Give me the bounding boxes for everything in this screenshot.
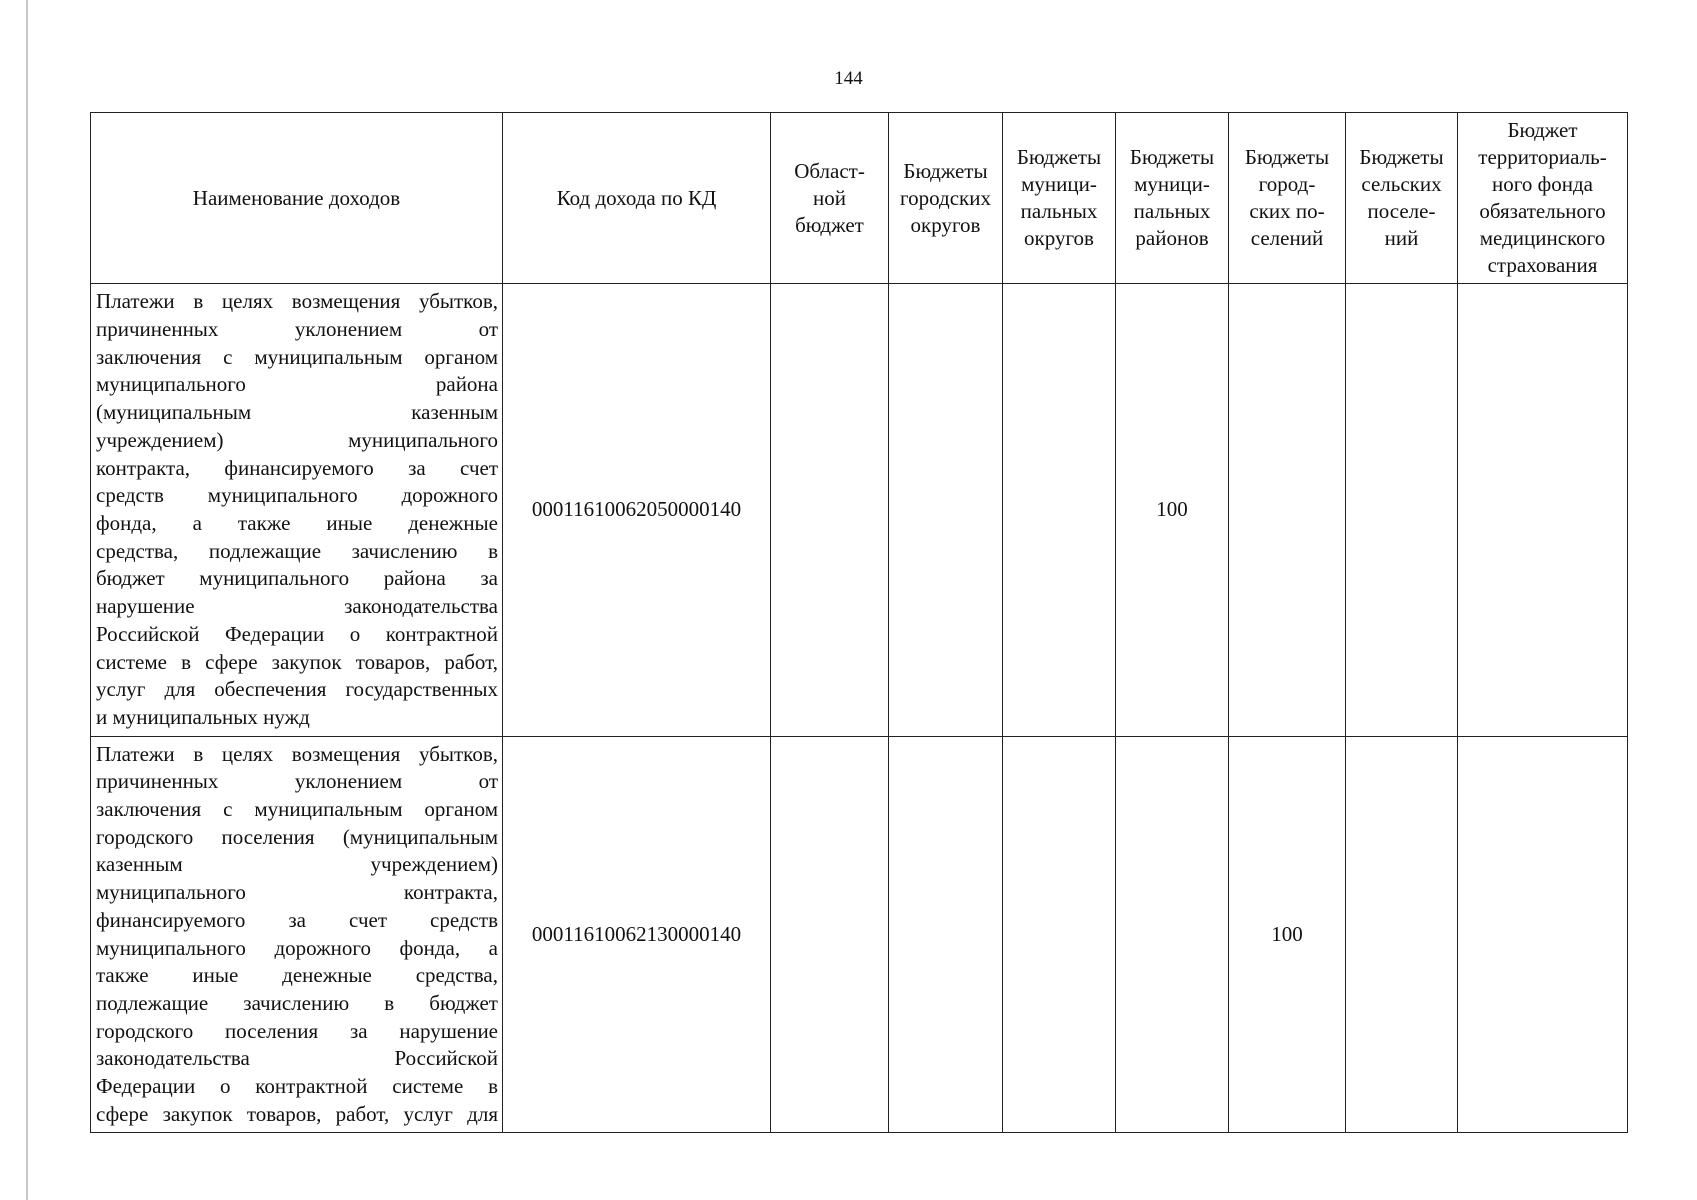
header-line: округов: [910, 212, 981, 237]
table-row: [91, 737, 1628, 1133]
revenue-name-line: также иные денежные средства,: [96, 963, 498, 988]
revenue-name-line: Платежи в целях возмещения убытков,: [96, 741, 498, 766]
header-line: Бюджеты: [1129, 145, 1215, 169]
header-line: Бюджеты: [1244, 145, 1330, 169]
header-city-district-budgets: [889, 113, 1003, 284]
header-line: город-: [1258, 172, 1316, 196]
revenue-name-line: Платежи в целях возмещения убытков,: [96, 289, 498, 314]
header-line: муници-: [1134, 172, 1210, 196]
revenue-name-line: средства, подлежащие зачислению в: [96, 538, 498, 563]
budget-share-cell: [771, 737, 889, 1133]
header-line: округов: [1024, 226, 1094, 250]
revenue-name-line: нарушение законодательства: [96, 594, 498, 619]
budget-share-cell: [771, 284, 889, 737]
budget-share-cell: [1458, 284, 1628, 737]
header-medical-insurance-fund-budget: [1458, 113, 1628, 284]
table-row: [91, 284, 1628, 737]
header-regional-budget: [771, 113, 889, 284]
header-line: территориаль-: [1478, 145, 1607, 169]
header-line: пальных: [1020, 199, 1098, 223]
revenue-name-line: учреждением) муниципального: [96, 427, 498, 452]
budget-share-cell: [1229, 284, 1346, 737]
header-revenue-code: [503, 113, 771, 284]
revenue-code-cell: 00011610062050000140: [503, 284, 771, 737]
revenue-name-line: казенным учреждением): [96, 852, 498, 877]
budget-share-cell: [1458, 737, 1628, 1133]
header-line: селений: [1250, 226, 1324, 250]
revenue-name-line: заключения с муниципальным органом: [96, 796, 498, 821]
header-line: Бюджеты: [903, 158, 988, 183]
header-rural-settlement-budgets: [1346, 113, 1458, 284]
revenue-name-cell: [91, 284, 503, 737]
header-row: [91, 113, 1628, 284]
revenue-name-line: фонда, а также иные денежные: [96, 511, 498, 535]
revenue-name-line: финансируемого за счет средств: [96, 907, 498, 932]
header-line: Наименование доходов: [192, 185, 401, 210]
header-line: муници-: [1021, 172, 1097, 196]
header-municipal-district-budgets: [1003, 113, 1116, 284]
scan-margin-line: [26, 0, 28, 1200]
budget-share-cell: 100: [1116, 284, 1229, 737]
header-line: ной: [813, 185, 846, 210]
revenue-name-line: контракта, финансируемого за счет: [96, 455, 498, 480]
header-line: Област-: [794, 158, 865, 183]
revenue-name-line: Федерации о контрактной системе в: [96, 1074, 498, 1099]
revenue-name-line: заключения с муниципальным органом: [96, 344, 498, 369]
revenue-name-line: городского поселения за нарушение: [96, 1018, 498, 1043]
header-line: поселе-: [1367, 199, 1436, 223]
revenue-name-line: бюджет муниципального района за: [96, 566, 498, 591]
budget-share-cell: [1116, 737, 1229, 1133]
budget-share-cell: [889, 737, 1003, 1133]
header-line: обязательного: [1479, 199, 1606, 223]
revenue-name-line: муниципального района: [96, 372, 498, 397]
header-line: Бюджет: [1507, 118, 1578, 142]
revenue-name-line: причиненных уклонением от: [96, 317, 498, 342]
revenue-code-cell: 00011610062130000140: [503, 737, 771, 1133]
budget-share-cell: [1003, 737, 1116, 1133]
header-line: медицинского: [1479, 226, 1606, 250]
revenue-name-line: системе в сфере закупок товаров, работ,: [96, 649, 498, 674]
revenue-name-line: муниципального дорожного фонда, а: [96, 935, 498, 960]
header-municipal-area-budgets: [1116, 113, 1229, 284]
revenue-name-line: городского поселения (муниципальным: [96, 824, 498, 849]
header-line: Бюджеты: [1016, 145, 1102, 169]
budget-share-cell: [1346, 284, 1458, 737]
header-line: Бюджеты: [1359, 145, 1444, 169]
revenue-name-cell: [91, 737, 503, 1133]
header-line: бюджет: [795, 212, 864, 237]
header-line: Код дохода по КД: [556, 185, 717, 210]
budget-share-cell: [889, 284, 1003, 737]
revenue-name-line: сфере закупок товаров, работ, услуг для: [96, 1101, 498, 1126]
header-line: сельских: [1361, 172, 1442, 196]
revenue-name-line: законодательства Российской: [96, 1046, 498, 1071]
revenue-table: [90, 112, 1628, 1133]
budget-share-cell: [1003, 284, 1116, 737]
revenue-name-line: муниципального контракта,: [96, 880, 498, 905]
header-line: ний: [1384, 226, 1419, 250]
revenue-name-line: причиненных уклонением от: [96, 769, 498, 794]
header-line: страхования: [1487, 253, 1598, 277]
header-urban-settlement-budgets: [1229, 113, 1346, 284]
header-line: пальных: [1133, 199, 1211, 223]
header-revenue-name: [91, 113, 503, 284]
page-number: 144: [834, 68, 863, 89]
revenue-name-line: подлежащие зачислению в бюджет: [96, 990, 498, 1015]
revenue-name-line: и муниципальных нужд: [96, 704, 310, 729]
header-line: районов: [1135, 226, 1209, 250]
revenue-name-line: Российской Федерации о контрактной: [96, 621, 498, 646]
budget-share-cell: [1346, 737, 1458, 1133]
budget-share-cell: 100: [1229, 737, 1346, 1133]
revenue-name-line: услуг для обеспечения государственных: [96, 677, 498, 702]
header-line: ских по-: [1249, 199, 1325, 223]
revenue-name-line: средств муниципального дорожного: [96, 483, 498, 508]
revenue-name-line: (муниципальным казенным: [96, 400, 498, 425]
header-line: городских: [900, 185, 991, 210]
header-line: ного фонда: [1492, 172, 1593, 196]
